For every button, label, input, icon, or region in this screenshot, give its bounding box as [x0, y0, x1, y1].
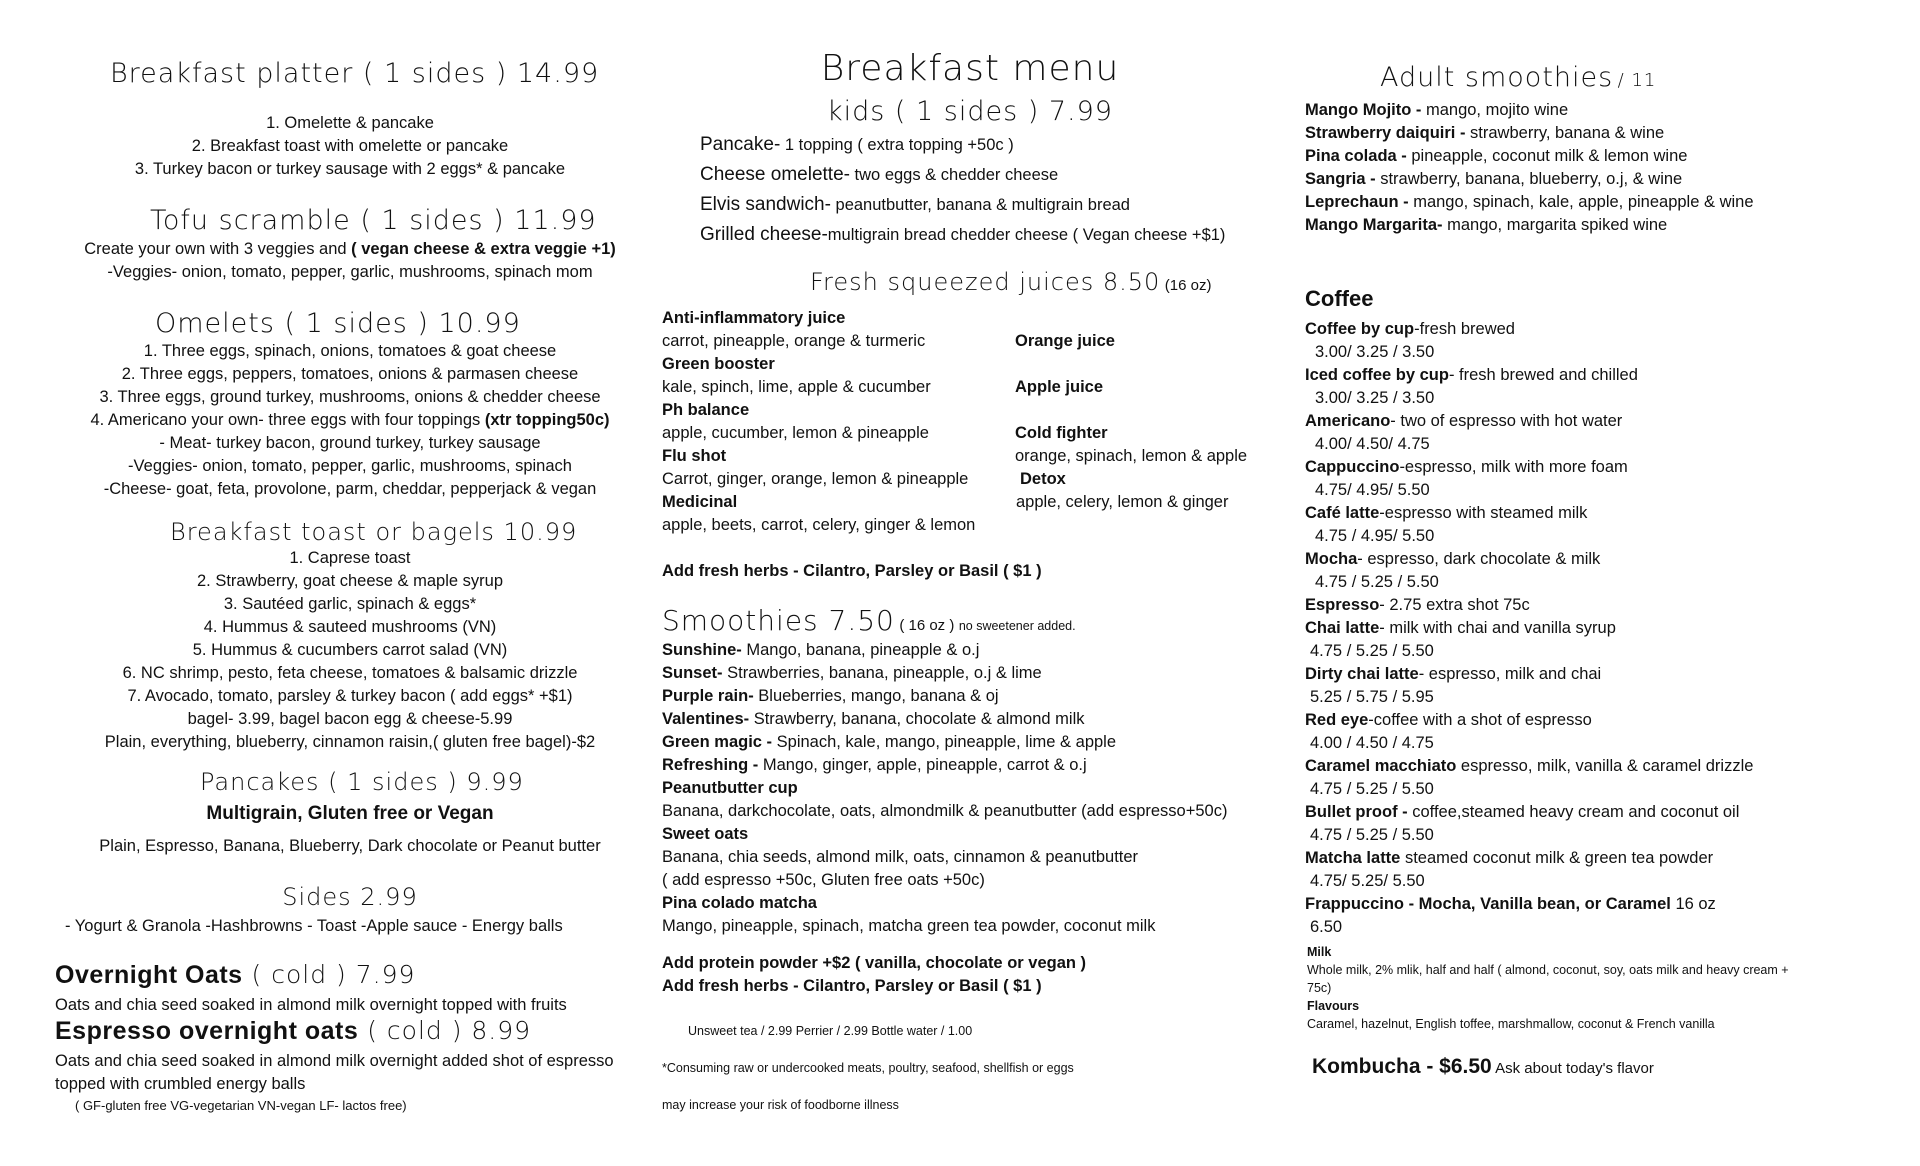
smoothies-list: Sunshine- Mango, banana, pineapple & o.j Sunset- Strawberries, banana, pineapple, o.j & lime Purple rain- Blueberries, mango, banana & oj Valentines- Strawberry, banana, chocolate & almond milk Green magic - Spinach, kale, mango, pineapple, lime & apple Refreshing - Mango, ginger, apple, pineapple, carrot & o.j Peanutbutter cup Banana, darkchocolate, oats, almondmilk & peanutbutter (add espresso+50c) Sweet oats Banana, chia seeds, almond milk, oats, cinnamon & peanutbutter ( add espresso +50c, Gluten free oats +50c) Pina colado matcha Mango, pineapple, spinach, matcha green tea powder, coconut milk — [662, 641, 1228, 935]
list-item: 3. Three eggs, ground turkey, mushrooms, onions & chedder cheese — [99, 388, 601, 406]
diet-legend: ( GF-gluten free VG-vegetarian VN-vegan LF- lactos free) — [75, 1098, 407, 1113]
smoothies-addons: Add protein powder +$2 ( vanilla, chocolate or vegan ) Add fresh herbs - Cilantro, Parsley or Basil ( $1 ) — [662, 954, 1087, 995]
breakfast-platter-title: Breakfast platter ( 1 sides ) 14.99 — [110, 58, 600, 89]
list-item: Red eye-coffee with a shot of espresso — [1305, 711, 1592, 729]
overnight-oats-title: Overnight Oats ( cold ) 7.99 — [55, 960, 416, 989]
list-item: Pina colada - pineapple, coconut milk & lemon wine — [1305, 147, 1688, 165]
list-item: 4. Americano your own- three eggs with four toppings (xtr topping50c) — [90, 411, 610, 429]
list-item: Ph balance — [662, 401, 750, 419]
list-item: Green booster — [662, 355, 775, 373]
breakfast-platter-list — [40, 112, 660, 181]
list-item: 5. Hummus & cucumbers carrot salad (VN) — [192, 641, 508, 659]
consumer-warning-2: may increase your risk of foodborne illness — [662, 1098, 899, 1112]
list-item: 2. Three eggs, peppers, tomatoes, onions & parmasen cheese — [121, 365, 579, 383]
list-item: Americano- two of espresso with hot water — [1305, 412, 1623, 430]
list-item: Peanutbutter cup — [662, 779, 798, 797]
list-item: Pancake- 1 topping ( extra topping +50c ) — [700, 134, 1014, 155]
list-item: Bullet proof - coffee,steamed heavy cream and coconut oil — [1305, 803, 1740, 821]
consumer-warning-1: *Consuming raw or undercooked meats, poultry, seafood, shellfish or eggs — [662, 1061, 1074, 1075]
list-item: Caramel macchiato espresso, milk, vanilla & caramel drizzle — [1305, 757, 1754, 775]
list-item: Elvis sandwich- peanutbutter, banana & multigrain bread — [700, 194, 1130, 215]
juice-cold-fighter-desc: orange, spinach, lemon & apple — [1015, 447, 1248, 465]
list-item: 1. Omelette & pancake — [266, 114, 434, 132]
kids-list — [700, 130, 1225, 250]
coffee-list: Coffee by cup-fresh brewed 3.00/ 3.25 / 3.50 Iced coffee by cup- fresh brewed and chilled 3.00/ 3.25 / 3.50 Americano- two of espresso with hot water 4.00/ 4.50/ 4.75 Cappuccino-espresso, milk with more foam 4.75/ 4.95/ 5.50 Café latte-espresso with steamed milk 4.75 / 4.95/ 5.50 Mocha- espresso, dark chocolate & milk 4.75 / 5.25 / 5.50 Espresso- 2.75 extra shot 75c Chai latte- milk with chai and vanilla syrup 4.75 / 5.25 / 5.50 Dirty chai latte- espresso, milk and chai 5.25 / 5.75 / 5.95 Red eye-coffee with a shot of espresso 4.00 / 4.50 / 4.75 Caramel macchiato espresso, milk, vanilla & caramel drizzle 4.75 / 5.25 / 5.50 Bullet proof - coffee,steamed heavy cream and coconut oil 4.75 / 5.25 / 5.50 Matcha latte steamed coconut milk & green tea powder 4.75/ 5.25/ 5.50 Frappuccino - Mocha, Vanilla bean, or Caramel 16 oz 6.50 — [1305, 320, 1754, 936]
list-item: 2. Strawberry, goat cheese & maple syrup — [196, 572, 503, 590]
list-item: Sweet oats — [662, 825, 749, 843]
toast-bagels-list: 1. Caprese toast 2. Strawberry, goat cheese & maple syrup 3. Sautéed garlic, spinach & eggs* 4. Hummus & sauteed mushrooms (VN) 5. Hummus & cucumbers carrot salad (VN) 6. NC shrimp, pesto, feta cheese, tomatoes & balsamic drizzle 7. Avocado, tomato, parsley & turkey bacon ( add eggs* +$1) bagel- 3.99, bagel bacon egg & cheese-5.99 Plain, everything, blueberry, cinnamon raisin,( gluten free bagel)-$2 — [40, 547, 660, 754]
drinks-prices: Unsweet tea / 2.99 Perrier / 2.99 Bottle water / 1.00 — [688, 1024, 973, 1038]
list-item: 1. Caprese toast — [289, 549, 411, 567]
list-item: 1. Three eggs, spinach, onions, tomatoes & goat cheese — [143, 342, 557, 360]
juices-list-left: Anti-inflammatory juice carrot, pineapple, orange & turmeric Green booster kale, spinch, lime, apple & cucumber Ph balance apple, cucumber, lemon & pineapple Flu shot Carrot, ginger, orange, lemon & pineapple Medicinal apple, beets, carrot, celery, ginger & lemon — [662, 309, 976, 534]
list-item: Cappuccino-espresso, milk with more foam — [1305, 458, 1628, 476]
list-item: Anti-inflammatory juice — [662, 309, 846, 327]
list-item: Sangria - strawberry, banana, blueberry, o.j, & wine — [1305, 170, 1683, 188]
list-item: Grilled cheese-multigrain bread chedder cheese ( Vegan cheese +$1) — [700, 224, 1226, 245]
list-item: Espresso- 2.75 extra shot 75c — [1305, 596, 1530, 614]
list-item: Refreshing - Mango, ginger, apple, pineapple, carrot & o.j — [662, 756, 1087, 774]
kombucha: Kombucha - $6.50 Ask about today's flavor — [1312, 1055, 1654, 1078]
tofu-scramble-title: Tofu scramble ( 1 sides ) 11.99 — [150, 205, 597, 236]
sides-list: - Yogurt & Granola -Hashbrowns - Toast -Apple sauce - Energy balls — [65, 917, 563, 935]
list-item: Mango Margarita- mango, margarita spiked wine — [1305, 216, 1668, 234]
list-item: Café latte-espresso with steamed milk — [1305, 504, 1588, 522]
omelets-title: Omelets ( 1 sides ) 10.99 — [155, 308, 521, 339]
list-item: 2. Breakfast toast with omelette or pancake — [191, 137, 509, 155]
list-item: 3. Turkey bacon or turkey sausage with 2 eggs* & pancake — [134, 160, 566, 178]
list-item: Matcha latte steamed coconut milk & green tea powder — [1305, 849, 1714, 867]
list-item: Sunset- Strawberries, banana, pineapple, o.j & lime — [662, 664, 1042, 682]
list-item: Valentines- Strawberry, banana, chocolate & almond milk — [662, 710, 1085, 728]
juice-orange: Orange juice — [1015, 332, 1115, 350]
list-item: 7. Avocado, tomato, parsley & turkey bacon ( add eggs* +$1) — [127, 687, 573, 705]
kids-title: kids ( 1 sides ) 7.99 — [826, 96, 1113, 127]
pancakes-title: Pancakes ( 1 sides ) 9.99 — [200, 768, 524, 796]
page-title: Breakfast menu — [820, 48, 1120, 89]
list-item: Frappuccino - Mocha, Vanilla bean, or Caramel 16 oz — [1305, 895, 1716, 913]
coffee-title: Coffee — [1305, 286, 1374, 311]
juices-title: Fresh squeezed juices 8.50 (16 oz) — [810, 268, 1212, 296]
omelets-list: 1. Three eggs, spinach, onions, tomatoes & goat cheese 2. Three eggs, peppers, tomatoes, onions & parmasen cheese 3. Three eggs, ground turkey, mushrooms, onions & chedder cheese 4. Americano your own- three eggs with four toppings (xtr topping50c) - Meat- turkey bacon, ground turkey, turkey sausage -Veggies- onion, tomato, pepper, garlic, mushrooms, spinach -Cheese- goat, feta, provolone, parm, cheddar, pepperjack & vegan — [40, 340, 660, 501]
list-item: Flu shot — [662, 447, 727, 465]
milk-flavours: Milk Whole milk, 2% mlik, half and half ( almond, coconut, soy, oats milk and heavy cream + 75c) Flavours Caramel, hazelnut, English toffee, marshmallow, coconut & French vanilla — [1307, 945, 1789, 1031]
list-item: Mocha- espresso, dark chocolate & milk — [1305, 550, 1601, 568]
smoothies-title: Smoothies 7.50 ( 16 oz ) no sweetener added. — [662, 604, 1076, 637]
list-item: Purple rain- Blueberries, mango, banana & oj — [662, 687, 999, 705]
list-item: Strawberry daiquiri - strawberry, banana & wine — [1305, 124, 1665, 142]
adult-smoothies-list — [1305, 99, 1754, 237]
espresso-oats-title: Espresso overnight oats ( cold ) 8.99 — [55, 1016, 532, 1045]
pancakes-flavors: Plain, Espresso, Banana, Blueberry, Dark chocolate or Peanut butter — [99, 837, 601, 855]
list-item: 4. Hummus & sauteed mushrooms (VN) — [203, 618, 497, 636]
juice-apple: Apple juice — [1015, 378, 1104, 396]
list-item: Medicinal — [662, 493, 738, 511]
list-item: Chai latte- milk with chai and vanilla syrup — [1305, 619, 1616, 637]
list-item: Green magic - Spinach, kale, mango, pineapple, lime & apple — [662, 733, 1117, 751]
list-item: Pina colado matcha — [662, 894, 817, 912]
toast-bagels-title: Breakfast toast or bagels 10.99 — [170, 518, 578, 546]
overnight-oats-desc: Oats and chia seed soaked in almond milk overnight topped with fruits — [55, 996, 567, 1014]
tofu-scramble-desc: Create your own with 3 veggies and ( vegan cheese & extra veggie +1) -Veggies- onion, tomato, pepper, garlic, mushrooms, spinach mom — [84, 240, 616, 281]
pancakes-subtitle: Multigrain, Gluten free or Vegan — [206, 803, 494, 824]
list-item: Iced coffee by cup- fresh brewed and chilled — [1305, 366, 1638, 384]
espresso-oats-desc: Oats and chia seed soaked in almond milk overnight added shot of espresso topped with crumbled energy balls — [55, 1052, 614, 1093]
list-item: Coffee by cup-fresh brewed — [1305, 320, 1515, 338]
list-item: Cheese omelette- two eggs & chedder cheese — [700, 164, 1059, 185]
list-item: Dirty chai latte- espresso, milk and chai — [1305, 665, 1602, 683]
list-item: Leprechaun - mango, spinach, kale, apple, pineapple & wine — [1305, 193, 1754, 211]
adult-smoothies-title: Adult smoothies / 11 — [1380, 62, 1657, 93]
juices-herbs: Add fresh herbs - Cilantro, Parsley or Basil ( $1 ) — [662, 562, 1042, 580]
juice-detox-desc: apple, celery, lemon & ginger — [1016, 493, 1229, 511]
list-item: Sunshine- Mango, banana, pineapple & o.j — [662, 641, 980, 659]
list-item: 3. Sautéed garlic, spinach & eggs* — [223, 595, 477, 613]
juice-detox: Detox — [1020, 470, 1066, 488]
sides-title: Sides 2.99 — [282, 883, 418, 911]
list-item: 6. NC shrimp, pesto, feta cheese, tomatoes & balsamic drizzle — [122, 664, 578, 682]
list-item: Mango Mojito - mango, mojito wine — [1305, 101, 1569, 119]
juice-cold-fighter: Cold fighter — [1015, 424, 1108, 442]
